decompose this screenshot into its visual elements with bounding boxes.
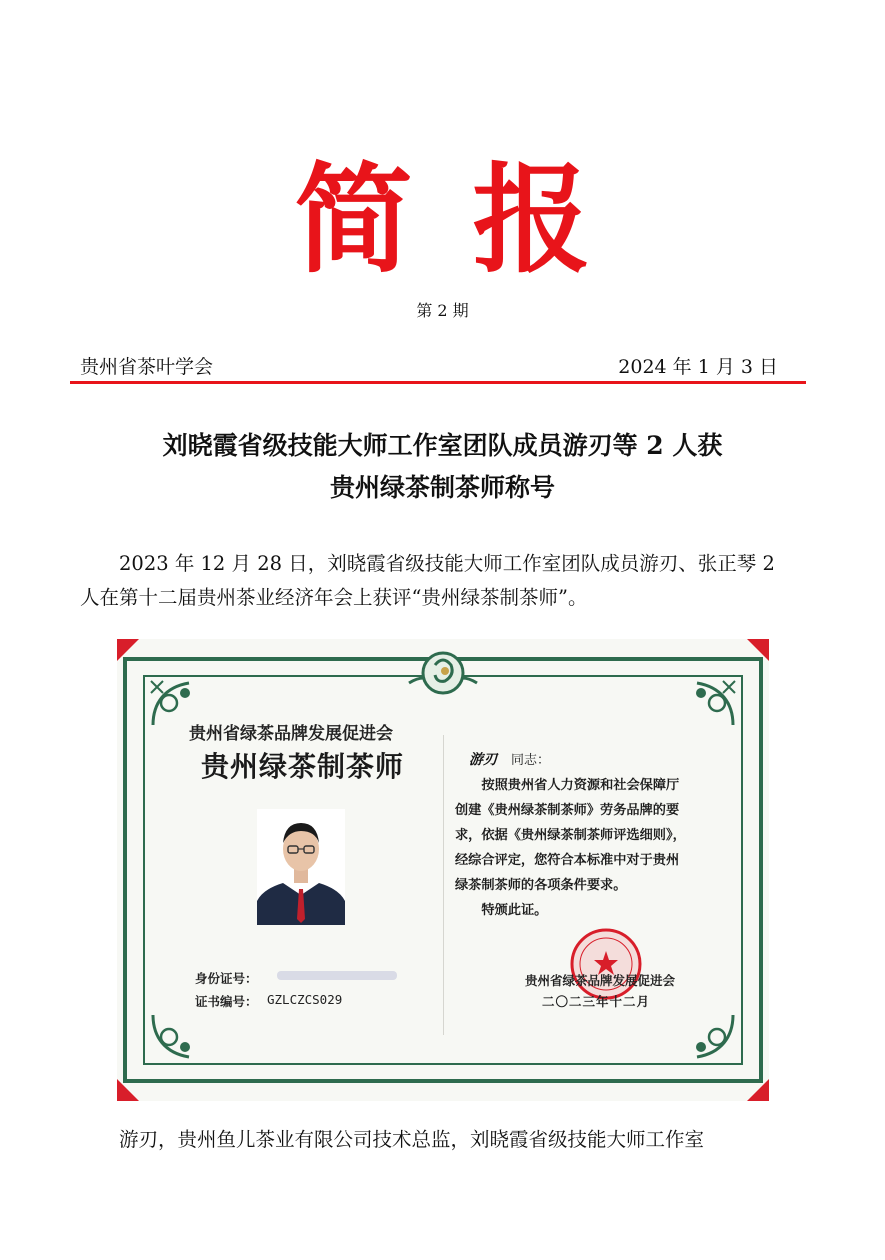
- recipient-greeting: 同志：: [511, 753, 551, 768]
- article-headline: [0, 425, 885, 509]
- certificate-line: 按照贵州省人力资源和社会保障厅: [481, 778, 680, 793]
- corner-tab: [117, 1079, 139, 1101]
- headline-line-2: 贵州绿茶制茶师称号: [329, 473, 555, 502]
- id-number-label: 身份证号：: [195, 971, 258, 986]
- corner-ornament-icon: [681, 673, 741, 733]
- certificate-body: [455, 773, 731, 923]
- certificate-organization: 贵州省绿茶品牌发展促进会: [189, 724, 393, 744]
- certificate-fold: [443, 735, 444, 1035]
- corner-ornament-icon: [681, 1007, 741, 1067]
- issue-number: 第 2 期: [416, 301, 469, 320]
- certificate-line: 绿茶制茶师的各项条件要求。: [455, 878, 627, 893]
- certificate-line: 创建《贵州绿茶制茶师》劳务品牌的要: [455, 803, 680, 818]
- tea-emblem-icon: [405, 643, 481, 705]
- certificate-date: 二〇二三年十二月: [542, 994, 651, 1009]
- header-divider: [70, 381, 806, 384]
- meta-row: [80, 352, 778, 378]
- corner-tab: [747, 639, 769, 661]
- masthead-title: 简报: [294, 151, 651, 289]
- certificate-issuer: 贵州省绿茶品牌发展促进会: [525, 973, 676, 988]
- corner-ornament-icon: [145, 1007, 205, 1067]
- certificate-title: 贵州绿茶制茶师: [201, 750, 405, 783]
- publish-date: 2024 年 1 月 3 日: [618, 356, 778, 378]
- portrait-photo: [257, 809, 345, 925]
- headline-line-1: 刘晓霞省级技能大师工作室团队成员游刃等 2 人获: [162, 431, 723, 460]
- publisher: 贵州省茶叶学会: [80, 356, 214, 378]
- certificate-line: 特颁此证。: [481, 903, 548, 918]
- certificate-number-label: 证书编号：: [195, 994, 258, 1009]
- recipient-name: 游刃: [469, 752, 497, 768]
- paragraph-2: 游刃，贵州鱼儿茶业有限公司技术总监，刘晓霞省级技能大师工作室: [119, 1128, 705, 1151]
- certificate-number: GZLCZCS029: [267, 992, 343, 1007]
- id-number-redacted: [277, 971, 397, 980]
- certificate-line: 求，依据《贵州绿茶制茶师评选细则》，: [455, 828, 686, 843]
- corner-tab: [747, 1079, 769, 1101]
- paragraph-1: 2023 年 12 月 28 日，刘晓霞省级技能大师工作室团队成员游刃、张正琴 2 人在第十二届贵州茶业经济年会上获评“贵州绿茶制茶师”。: [80, 552, 775, 609]
- corner-tab: [117, 639, 139, 661]
- official-seal-icon: [569, 927, 643, 1001]
- certificate-photo: [117, 639, 769, 1101]
- certificate-line: 经综合评定，您符合本标准中对于贵州: [455, 853, 680, 868]
